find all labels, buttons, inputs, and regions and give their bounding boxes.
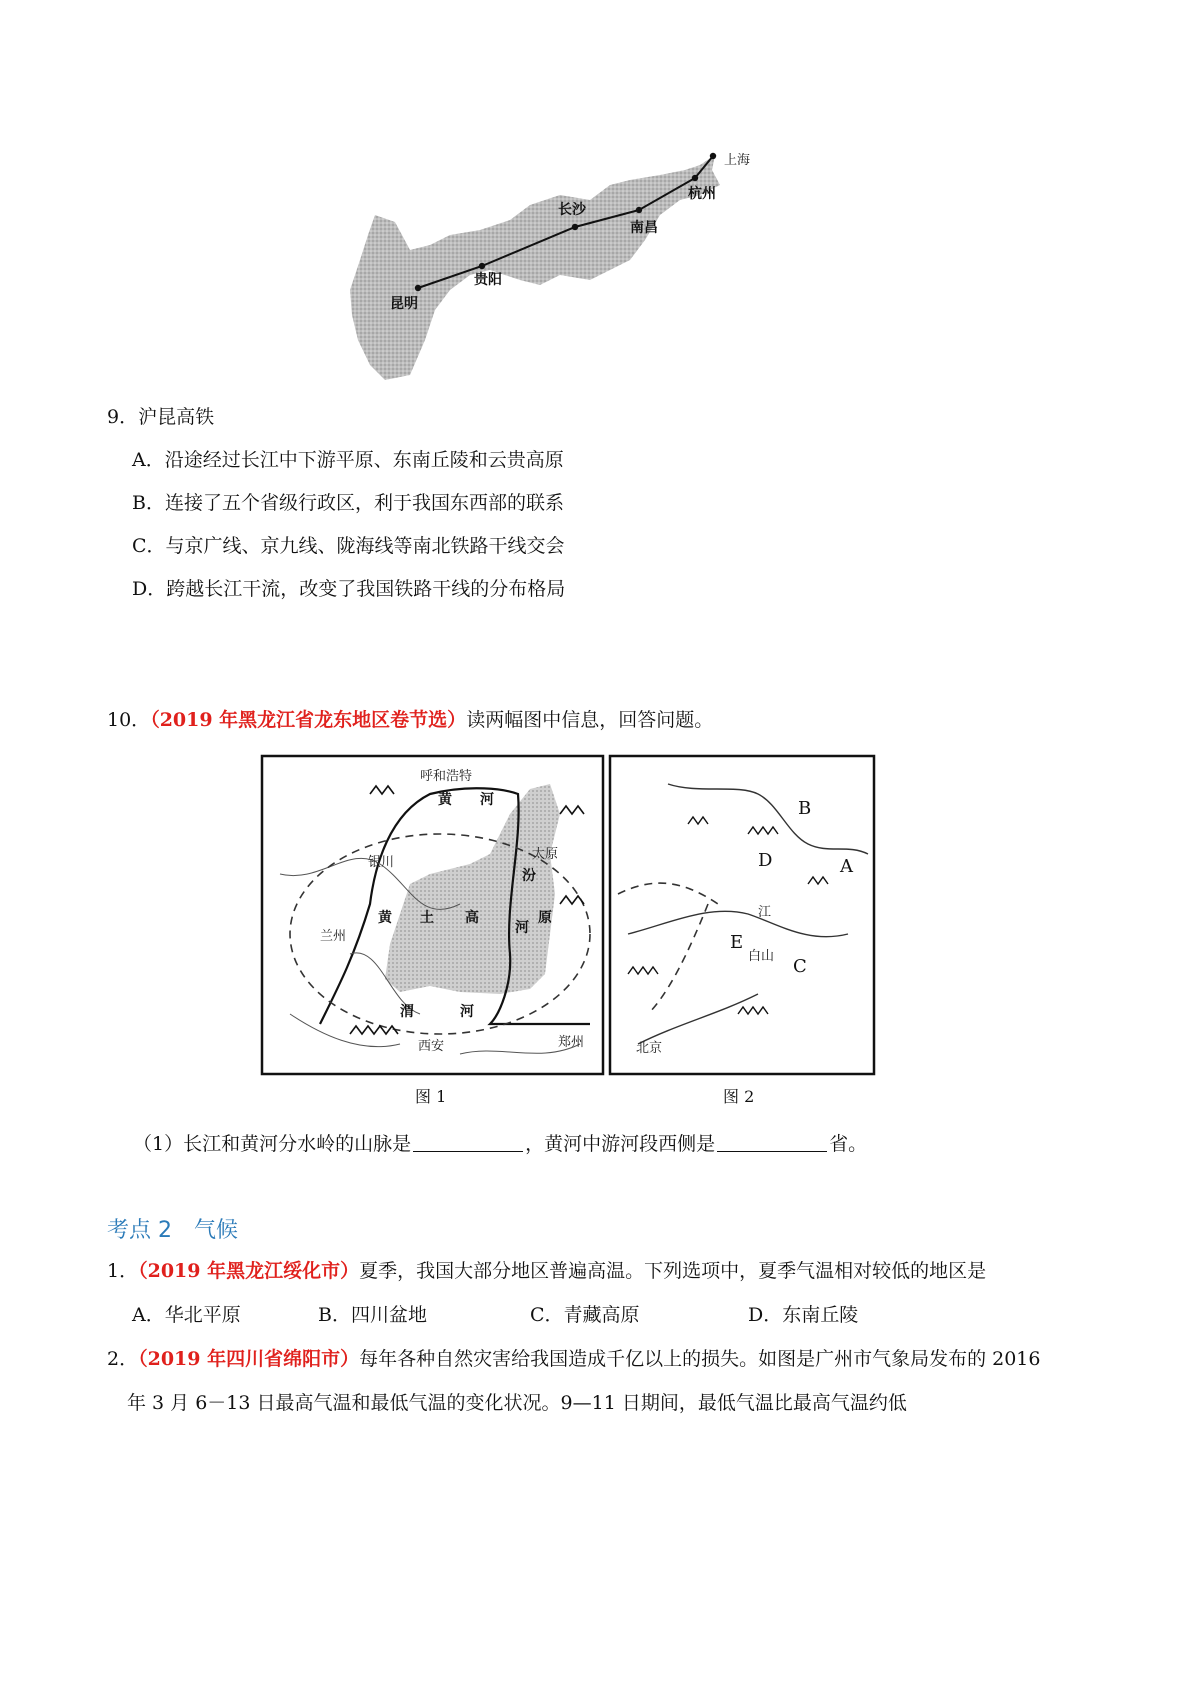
label-jiang: 江: [758, 905, 772, 920]
label-changsha: 长沙: [558, 202, 586, 218]
label-guiyang: 贵阳: [474, 272, 502, 288]
q10-stem: [107, 706, 713, 734]
label-nanchang: 南昌: [630, 220, 658, 236]
label-huang: 黄: [438, 792, 452, 808]
label-he: 河: [480, 792, 494, 808]
label-lanzhou: 兰州: [320, 929, 347, 944]
label-baishan: 白山: [748, 949, 775, 964]
figure-2-northeast: [608, 754, 876, 1114]
label-loess-1: 黄: [378, 910, 392, 926]
q9-option-c: C．与京广线、京九线、陇海线等南北铁路干线交会: [132, 535, 565, 557]
q10-number: 10．: [107, 709, 151, 731]
label-fen-he: 河: [515, 920, 529, 936]
railway-map: [340, 140, 780, 390]
c2-number: 2．: [107, 1348, 139, 1370]
label-wei-he: 河: [460, 1004, 474, 1020]
q10-sub1: [133, 1130, 867, 1158]
letter-e: E: [730, 932, 744, 953]
answer-blank-1[interactable]: [413, 1131, 523, 1152]
q10-sub1-part1: （1）长江和黄河分水岭的山脉是: [133, 1133, 412, 1155]
label-loess-3: 高: [465, 910, 479, 926]
c1-option-b: B．四川盆地: [318, 1304, 427, 1326]
c1-option-c: C．青藏高原: [530, 1304, 640, 1326]
c1-option-d: D．东南丘陵: [748, 1304, 859, 1326]
c1-number: 1．: [107, 1260, 139, 1282]
label-yinchuan: 银川: [368, 855, 395, 870]
label-xian: 西安: [418, 1039, 445, 1054]
c2-text-1: 每年各种自然灾害给我国造成千亿以上的损失。如图是广州市气象局发布的 2016: [359, 1348, 1041, 1370]
section-title: 考点 2 气候: [107, 1218, 238, 1243]
figure-1-loess-plateau: [260, 754, 605, 1114]
c1-stem: [107, 1257, 986, 1285]
c1-text: 夏季，我国大部分地区普遍高温。下列选项中，夏季气温相对较低的地区是: [359, 1260, 987, 1282]
label-fen: 汾: [522, 868, 536, 884]
label-hohhot: 呼和浩特: [420, 769, 473, 784]
q10-text: 读两幅图中信息，回答问题。: [466, 709, 714, 731]
label-loess-2: 土: [420, 910, 434, 926]
letter-b: B: [798, 798, 812, 819]
label-hangzhou: 杭州: [688, 186, 716, 202]
label-taiyuan: 太原: [532, 847, 559, 862]
answer-blank-2[interactable]: [717, 1131, 827, 1152]
label-wei: 渭: [400, 1004, 414, 1020]
label-kunming: 昆明: [390, 296, 418, 312]
c2-line1: [107, 1345, 1041, 1373]
q10-sub1-part2: ，黄河中游河段西侧是: [525, 1133, 716, 1155]
c2-line2: 年 3 月 6－13 日最高气温和最低气温的变化状况。9—11 日期间，最低气温比最高气温约低: [127, 1392, 907, 1414]
q10-sub1-part3: 省。: [829, 1133, 868, 1155]
letter-a: A: [840, 856, 853, 877]
letter-d: D: [758, 850, 773, 871]
q9-option-a: A．沿途经过长江中下游平原、东南丘陵和云贵高原: [132, 449, 564, 471]
label-beijing: 北京: [636, 1041, 663, 1056]
c1-option-a: A．华北平原: [132, 1304, 241, 1326]
q10-source: （2019 年黑龙江省龙东地区卷节选）: [150, 709, 467, 731]
letter-c: C: [793, 956, 807, 977]
label-loess-4: 原: [538, 910, 552, 926]
figure-2-caption: 图 2: [723, 1087, 755, 1106]
q9-option-b: B．连接了五个省级行政区，利于我国东西部的联系: [132, 492, 564, 514]
label-shanghai: 上海: [724, 153, 751, 168]
q9-stem: 9．沪昆高铁: [107, 406, 215, 428]
q9-option-d: D．跨越长江干流，改变了我国铁路干线的分布格局: [132, 578, 566, 600]
figure-1-caption: 图 1: [415, 1087, 447, 1106]
c1-source: （2019 年黑龙江绥化市）: [138, 1260, 360, 1282]
provinces-region: [350, 155, 720, 380]
c2-source: （2019 年四川省绵阳市）: [138, 1348, 360, 1370]
label-zhengzhou: 郑州: [558, 1035, 585, 1050]
